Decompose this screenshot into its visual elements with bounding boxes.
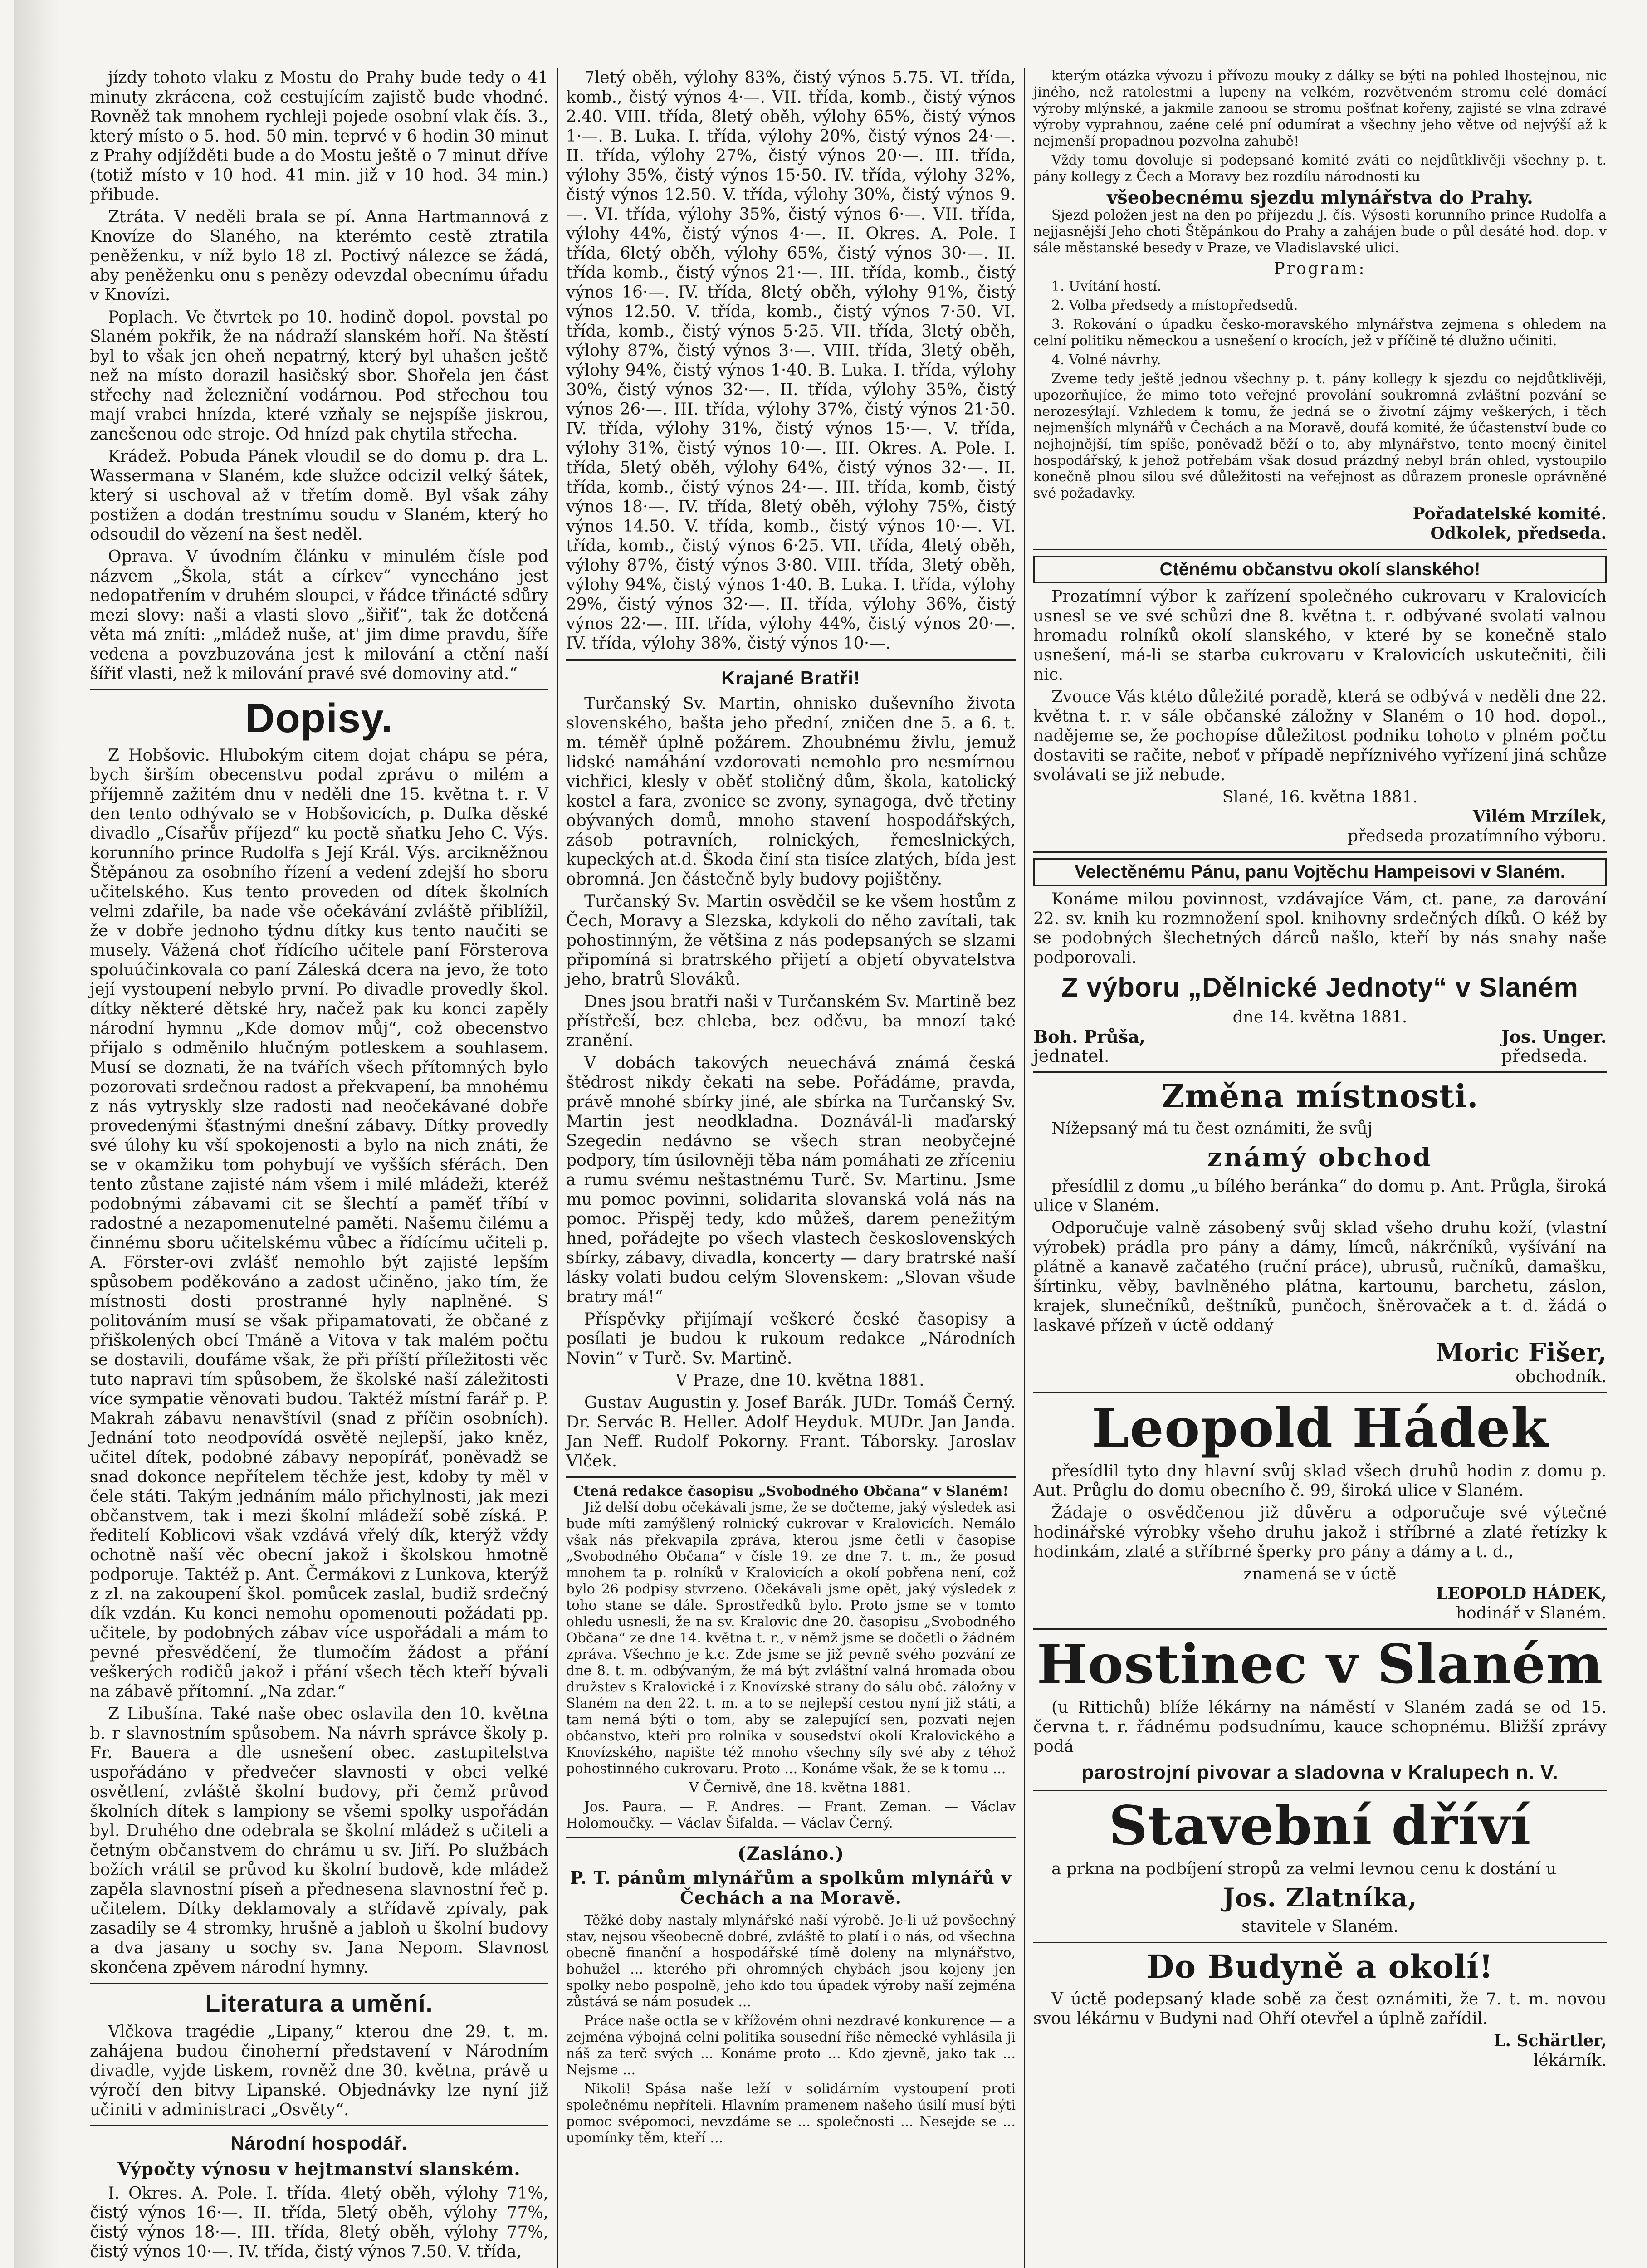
- cukrovar-notice: Prozatímní výbor k zařízení společného cukrovaru v Kralovicích usnesl se ve své schůzi dne 8. května t. r. odbývané svolati valnou hromadu rolníků okolí slanského, v které by se konečně stalo usnešení, má-li se starba cukrovaru v Kralovicích uskutečniti, čili nic.: [1033, 587, 1607, 684]
- stavebni-text: a prkna na podbíjení stropů za velmi levnou cenu k dostání u: [1051, 1860, 1557, 1878]
- appeal-p4: V dobách takových neuechává známá česká štědrost nikdy čekati na sebe. Pořádáme, pravda, právě mnohé sbírky jiné, ale sbírka na Turčanský Sv. Martin jest neodkladna. Doznávál-li maďarský Szegedin nedávno se všech stran neobyčejné podpory, tím úsilovněji těba nám pomáhati ze zříceniu a rumu svému neštastnému Turč. Sv. Martinu. Jsme mu pomoc povinni, solidarita slovanská volá nás na pomoc. Přispěj tedy, kdo můžeš, darem penežitým hned, pořádejte po všech vlastech československých sbírky, zábavy, divadla, koncerty — dary bratrské naší lásky volati budou celým Slovenskem: „Slovan všude bratry má!“: [566, 1054, 1016, 1306]
- article-vypocty: I. Okres. A. Pole. I. třída. 4letý oběh, výlohy 71%, čistý výnos 16·—. II. třída, 5letý oběh, výlohy 77%, čistý výnos 18·—. III. třída, 8letý oběh, výlohy 77%, čistý výnos 10·—. IV. třída, čistý výnos 7.50. V. třída,: [90, 2184, 548, 2261]
- hampeis-thanks: Konáme milou povinnost, vzdávajíce Vám, ct. pane, za darování 22. sv. knih ku rozmnožení spol. knihovny srdečných díků. O kéž by se podobných šlechetných dárců našlo, kteří by nás snahy naše podporovali.: [1033, 890, 1607, 967]
- program-item-3: 3. Rokování o úpadku česko-moravského mlynářstva zejmena s ohledem na celní politiku německou a usnešení o krocích, jež v příčině té dlužno učiniti.: [1033, 317, 1607, 349]
- appeal-signatories: Gustav Augustin y. Josef Barák. JUDr. Tomáš Černý. Dr. Servác B. Heller. Adolf Heyduk. MUDr. Jan Janda. Jan Neff. Rudolf Pokorny. Frant. Táborsky. Jaroslav Vlček.: [566, 1393, 1016, 1471]
- section-heading-literatura: Literatura a umění.: [205, 1990, 433, 2017]
- zmena-intro: Nížepsaný má tu čest oznámiti, že svůj: [1051, 1119, 1373, 1138]
- letter-date: V Černivě, dne 18. května 1881.: [689, 1780, 911, 1796]
- article-rail-schedule: jízdy tohoto vlaku z Mostu do Prahy bude tedy o 41 minuty zkrácena, což cestujícím zajistě bude vhodné. Rovněž tak mnohem rychleji pojede osobní vlak čís. 3., který místo o 5. hod. 50 min. teprvé v 6 hodin 30 minut z Prahy odjížděti bude a do Mostu ještě o 7 minut dříve (totiž místo v 10 hod. 41 min. již v 10 hod. 34 min.) přibude.: [90, 68, 548, 204]
- mlynari-p1: Těžké doby nastaly mlynářské naší výrobě. Je-li už povšechný stav, nejsou všeobecně dobré, zvláště to platí i o nás, od všechna obecně finanční a hospodářské tímě doleny na mlynářstvo, bohužel ... kterého při ohromných chybách jsou kojeny jen spolky nebo pospolně, jeho kdo tou úpadek výroby naší zejména zůstává se nám posudek ...: [566, 1912, 1016, 2010]
- heading-ctena-redakce: Ctená redakce časopisu „Svobodného Občana“ v Slaném!: [573, 1483, 1009, 1499]
- signature-hadek: LEOPOLD HÁDEK,: [1436, 1584, 1607, 1603]
- heading-znamy-obchod: známý obchod: [1207, 1143, 1432, 1173]
- column-2: [558, 68, 1025, 2268]
- hostinec-text: (u Rittichů) blíže lékárny na náměstí v Slaném zadá se od 15. června t. r. řádnému podsudnímu, kauce schopnému. Bližší zprávy podá: [1033, 1698, 1607, 1756]
- signature-schartler-role: lékárník.: [1533, 2051, 1607, 2070]
- heading-zlatnik: Jos. Zlatníka,: [1222, 1883, 1417, 1913]
- hadek-regards: znamená se v úctě: [1243, 1565, 1397, 1584]
- column-1: [82, 68, 558, 2268]
- signature-hadek-role: hodinář v Slaném.: [1456, 1604, 1607, 1623]
- sjezd-info: Sjezd položen jest na den po příjezdu J. čís. Výsosti korunního prince Rudolfa a nejjasnější Jeho choti Štěpánkou do Prahy a zahájen bude o půl desáté hod. dop. v sále městanské besedy v Praze, ve Vladislavské ulici.: [1033, 207, 1607, 256]
- jednota-date: dne 14. května 1881.: [1232, 1008, 1408, 1026]
- budyne-text: V úctě podepsaný klade sobě za čest oznámiti, že 7. t. m. novou svou lékárnu v Budyni nad Ohří otevřel a úplně zařídil.: [1033, 1990, 1607, 2028]
- program-item-2: 2. Volba předsedy a místopředsedů.: [1051, 298, 1298, 313]
- article-vypocty-cont: 7letý oběh, výlohy 83%, čistý výnos 5.75. VI. třída, komb., čistý výnos 4·—. VII. třída, komb., čistý výnos 2.40. VIII. třída, 8letý oběh, výlohy 65%, čistý výnos 1·—. B. Luka. I. třída, výlohy 20%, čistý výnos 24·—. II. třída, výlohy 27%, čistý výnos 20·—. III. třída, výlohy 35%, čistý výnos 15·50. IV. třída, výlohy 32%, čistý výnos 12.50. V. třída, výlohy 30%, čistý výnos 9.—. VI. třída, výlohy 35%, čistý výnos 6·—. VII. třída, výlohy 44%, čistý výnos 4·—. II. Okres. A. Pole. I třída, 6letý oběh, výlohy 65%, čistý výnos 30·—. II. třída komb., čistý výnos 21·—. III. třída, komb., čistý výnos 16·—. IV. třída, 8letý oběh, výlohy 91%, čistý výnos 12.50. V. třída, komb., čistý výnos 7·50. VI. třída, komb., čistý výnos 5·25. VII. třída, 3letý oběh, výlohy 87%, čistý výnos 3·—. VIII. třída, 3letý oběh, výlohy 94%, čistý výnos 1·40. B. Luka. I. třída, výlohy 30%, čistý výnos 32·—. II. třída, výlohy 35%, čistý výnos 26·—. III. třída, výlohy 37%, čistý výnos 21·50. IV. třída, výlohy 31%, čistý výnos 15·—. V. třída, výlohy 31%, čistý výnos 10·—. III. Okres. A. Pole. I. třída, 5letý oběh, výlohy 64%, čistý výnos 32·—. II. třída, komb., čistý výnos 24·—. III. třída, komb, čistý výnos 18·—. IV. třída, 8letý oběh, výlohy 75%, čistý výnos 14.50. V. třída, komb., čistý výnos 10·—. VI. třída, komb., čistý výnos 6·25. VII. třída, 4letý oběh, výlohy 87%, čistý výnos 3·80. VIII. třída, 3letý oběh, výlohy 94%, čistý výnos 1·40. B. Luka. I. třída, výlohy 29%, čistý výnos 32·—. II. třída, výlohy 36%, čistý výnos 22·—. III. třída, výlohy 44%, čistý výnos 20·—. IV. třída, výlohy 38%, čistý výnos 10·—.: [566, 68, 1016, 653]
- article-kradez: Krádež. Pobuda Pánek vloudil se do domu p. dra L. Wassermana v Slaném, kde služce odcizil velký šátek, který si uschoval až v třetím domě. Byl však záhy postižen a dodán trestnímu soudu v Slaném, který ho odsoudil do vězení na šest neděl.: [90, 447, 548, 544]
- heading-hadek: Leopold Hádek: [1091, 1396, 1549, 1459]
- heading-zaslano: (Zasláno.): [737, 1843, 845, 1864]
- divider: [1033, 1942, 1607, 1943]
- heading-ctenemu-obcanstvu: Ctěnému občanstvu okolí slanského!: [1033, 556, 1607, 583]
- divider: [566, 1837, 1016, 1838]
- heading-hostinec: Hostinec v Slaném: [1036, 1633, 1603, 1696]
- letter-signatories: Jos. Paura. — F. Andres. — Frant. Zeman. — Václav Holomoučky. — Václav Šifalda. — Václav Černý.: [566, 1799, 1016, 1831]
- divider: [566, 659, 1016, 661]
- divider: [1033, 549, 1607, 550]
- heading-zmena: Změna místnosti.: [1161, 1077, 1479, 1115]
- heading-krajane: Krajané Bratři!: [721, 667, 860, 689]
- appeal-p2: Turčanský Sv. Martin osvědčil se ke všem hostům z Čech, Moravy a Slezska, kdykoli do něho zavítali, tak pohostinným, že většina z nás podepsaných se slzami připomíná si bratrského přijetí a objetí obyvatelstva jeho, bratrů Slováků.: [566, 892, 1016, 989]
- section-heading-hospodar: Národní hospodář.: [230, 2132, 408, 2154]
- letter-libusin: Z Libušína. Také naše obec oslavila den 10. května b. r slavnostním spůsobem. Na návrh správce školy p. Fr. Bauera a dle usnešení obec. zastupitelstva uspořádáno v předvečer slavnosti v obci velké osvětlení, zvláště školní budovy, při čemž průvod školních dítek s lampiony se všemi spolky uspořádán byl. Druhého dne odebrala se školní mládež s učiteli a četným občanstvem do chrámu u sv. Jiří. Po službách božích vrátil se průvod ku školní budově, kde mládež zapěla slavnostní píseň a přednesena slavnostní řeč p. učitelem. Dítky deklamovaly a střídavě zpívaly, pak zasadily se 4 stromky, hrušně a jabloň u školní budovy a dva jasany u sochy sv. Jana Nepom. Slavnost skončena zpěvem národní hymny.: [90, 1705, 548, 1977]
- heading-budyne: Do Budyně a okolí!: [1146, 1948, 1494, 1985]
- jednota-signatures: [1033, 1027, 1607, 1066]
- article-oprava: Oprava. V úvodním článku v minulém čísle pod názvem „Škola, stát a církev“ vynecháno jest nedopatřením v druhém sloupci, v řádce třinácté sdůry mezi slovy: naši a vlasti slovo „šiřiť“, tak že dotčená věta má zníti: „mládež nuše, at' jim dime pravdu, šíře vedena a povzbuzována jest k milování a ctění naší šířiť vlasti, než k milování pravé své domoviny atd.“: [90, 547, 548, 683]
- divider: [1033, 1790, 1607, 1791]
- divider: [1033, 1392, 1607, 1393]
- signature-odkolek: Odkolek, předseda.: [1430, 524, 1607, 543]
- letter-cukrovar: Již delší dobu očekávali jsme, že se dočteme, jaký výsledek asi bude míti zamýšlený rolnický cukrovar v Kralovicích. Nemálo však nás překvapila zpráva, kterou jsme četli v časopise „Svobodného Občana“ v čísle 19. ze dne 7. t. m., že posud mnohem ta p. rolníků v Kralovicích a okolí pobřena není, což bylo 26 podpisy stvrzeno. Očekávali jsme opět, jaký výsledek z toho stane se dále. Sprostředků bylo. Proto jsme se v tomto ohledu usnesli, že na sv. Kralovic dne 20. časopisu „Svobodného Občana“ ze dne 14. května t. r., v němž jsme se dočetli o žádném zpráva. Všechno je k.c. Zde jsme se již pevně svého pozvání ze dne 8. t. m. odbývaným, že má být zvláštní valná hromada obou družstev s Kralovické i z Knovízské strany do sálu obč. záložny v Slaném na den 22. t. m. a to se nejlepší cestou nyní již státi, a tam nemá býti o tom, aby se zalepující sen, pozvati nejen občanstvo, kteří pro rolníka v sousedství okolí Kralovického a Knovízského, napište též mnoho všechny síly své aby z téhož pohostinného cukrovaru. Proto ... Konáme však, že se k tomu ...: [566, 1500, 1016, 1777]
- signature-mrzilek-role: předseda prozatímního výboru.: [1347, 827, 1607, 846]
- sjezd-appeal: Zveme tedy ještě jednou všechny p. t. pány kollegy k sjezdu co nejdůtklivěji, upozorňujíce, že mimo toto veřejné provolání soukromná zvláštní pozvání se nerozesýlají. Vzhledem k tomu, že jedná se o životní zájmy veškerých, i těch nejmenších mlynářů v Čechách a na Moravě, doufá komité, že účastenství bude co nejhojnější, tím spíše, poněvadž běží o to, aby mlynářstvo, tento mocný činitel hospodářský, k jehož potřebám však dosud prázdný nebyl brán ohled, vystoupilo konečně plnou silou své důležitosti na veřejnost as důrazem pronesle oprávněné své požadavky.: [1033, 371, 1607, 501]
- appeal-p1: Turčanský Sv. Martin, ohnisko duševního života slovenského, bašta jeho přední, zničen dne 5. a 6. t. m. téměř úplně požárem. Zhoubnému živlu, jemuž lidské namáhání vzdorovati nemohlo pro nesmírnou vichřici, klesly v oběť stoličný dům, škola, katolický kostel a fara, zvonice se zvony, synagoga, dvě třetiny obývaných domů, mnoho stavení hospodářských, zásob potravních, rolnických, řemeslnických, kupeckých at.d. Škoda činí sta tisíce zlatých, bída jest obromná. Jen částečně byly budovy pojištěny.: [566, 694, 1016, 889]
- signature-fiser-role: obchodník.: [1515, 1368, 1607, 1386]
- article-lipany: Vlčkova tragédie „Lipany,“ kterou dne 29. t. m. zahájena budou činoherní představení v Národním divadle, vyjde tiskem, rovněž dne 30. května, právě u výročí den bitvy Lipanské. Objednávky lze nyní již učiniti v administraci „Osvěty“.: [90, 2023, 548, 2119]
- divider: [90, 1983, 548, 1984]
- program-title: Program:: [1274, 259, 1366, 278]
- heading-pivovar: parostrojní pivovar a sladovna v Kralupech n. V.: [1081, 1761, 1559, 1784]
- zlatnik-role: stavitele v Slaném.: [1241, 1917, 1398, 1936]
- column-3: [1025, 68, 1615, 2268]
- hadek-goods: Žádaje o osvědčenou již důvěru a odporučuje své výtečné hodinářské výrobky všeho druhu jakož i stříbrné a zlaté řetízky k hodinkám, zlaté a stříbrné šperky pro pány a dámy a t. d.,: [1033, 1504, 1607, 1561]
- appeal-p3: Dnes jsou bratři naši v Turčanském Sv. Martině bez přístřeší, bez chleba, bez oděvu, ba mnozí také zranění.: [566, 992, 1016, 1050]
- scan-edge: [14, 0, 59, 2268]
- divider: [90, 689, 548, 690]
- program-item-4: 4. Volné návrhy.: [1051, 352, 1161, 368]
- mlynari-p2: Práce naše octla se v křížovém ohni nezdravé konkurence — a zejména výbojná celní politika sousední říše německé vyhlásila ji náš za terč svých ... Konáme proto ... Kdo zjevně, jako tak ... Nejsme ...: [566, 2013, 1016, 2078]
- columns: [82, 68, 1620, 2268]
- subheading-vypocty: Výpočty výnosu v hejtmanství slanském.: [117, 2159, 521, 2179]
- appeal-date: V Praze, dne 10. května 1881.: [675, 1371, 924, 1390]
- article-poplach: Poplach. Ve čtvrtek po 10. hodině dopol. povstal po Slaném pokřik, že na nádraží slanském hoří. Na štěstí byl to však jen oheň nepatrný, který byl uhašen ještě než na místo dorazil hasičský sbor. Shořela jen část střechy nad železniční vodárnou. Pod střechou tou mají vrabci hnízda, které vzňaly se nejspíše jiskrou, zanešenou ode stroje. Od hnízd pak chytila střecha.: [90, 308, 548, 444]
- heading-mlynari: P. T. pánům mlynářům a spolkům mlynářů v Čechách a na Moravě.: [570, 1867, 1012, 1908]
- divider: [1033, 1628, 1607, 1630]
- mlynari-cont: kterým otázka vývozu i přívozu mouky z dálky se býti na pohled lhostejnou, nic jiného, než ratolestmi a lupeny na velkém, rozvětveném stromu celé domácí výroby mlýnské, a jakmile zanoou se stromu pošťnat kořeny, zajisté se vlna zdravé výroby vyprahnou, zaéne celé pní odumírat a všechny jeho větve od nejvýší až k nejmenší propadnou pozvolna zahubě!: [1033, 68, 1607, 149]
- cukrovar-invite: Zvouce Vás ktéto důležité poradě, která se odbývá v neděli dne 22. května t. r. v sále občanské záložny v Slaném o 10 hod. dopol., nadějeme se, že pochopíse důležitost podniku tohoto v plném počtu dostaviti se račite, neboť v případě nepříznivého vyřízení jiná schůze svolávati se již nebude.: [1033, 688, 1607, 784]
- divider: [1033, 1071, 1607, 1073]
- article-ztrata: Ztráta. V neděli brala se pí. Anna Hartmannová z Knovíze do Slaného, na kterémto cestě ztratila peněženku, v níž bylo 18 zl. Poctivý nálezce se žádá, aby peněženku onu s penězy odevzdal obecnímu úřadu v Knovízi.: [90, 208, 548, 304]
- divider: [566, 1476, 1016, 1478]
- heading-delnicka-jednota: Z výboru „Dělnické Jednoty“ v Slaném: [1061, 972, 1579, 1002]
- cukrovar-date: Slané, 16. května 1881.: [1222, 788, 1418, 807]
- zmena-goods: Odporučuje valně zásobený svůj sklad všeho druhu koží, (vlastní výrobek) prádla pro pány a dámy, límců, nákrčníků, vyšívání na plátně a kanavě začatého (ruční práce), ubrusů, ručníků, damašku, šírtinku, věby, bavlněného plátna, kartounu, barchetu, záslon, krajek, slunečníků, deštníků, punčoch, šněrovaček a t. d. žádá o laskavé přízeň v úctě oddaný: [1033, 1219, 1607, 1335]
- heading-sjezd: všeobecnému sjezdu mlynářstva do Prahy.: [1107, 187, 1533, 208]
- divider: [1033, 851, 1607, 853]
- letter-hobsovice: Z Hobšovic. Hlubokým citem dojat chápu se péra, bych širším obecenstvu podal zprávu o milém a příjemně zažitém dnu v neděli dne 15. května t. r. V den tento odhývalo se v Hobšovicích, p. Dufka děské divadlo „Císařův příjezd“ ku poctě sňatku Jeho C. Výs. korunního prince Rudolfa s Její Král. Výs. arcikněžnou Štěpánou za osobního řízení a vedení zdejší ho sboru učitelského. Kus tento proveden od dítek školních velmi zdařile, ba nade vše očekávání zvláště přiblížil, že v dobře jednoho týdnu dítky kus tento naučiti se musely. Vážená choť řídícího učitele paní Försterova spoluúčinkovala co paní Záleská dcera na jevo, že toto její vystoupení nebylo první. Po divadle provedly škol. dítky některé dětské hry, načež pak ku konci zapěly národní hymnu „Kde domov můj“, což obecenstvo přijalo s odměnilo hlučným potleskem a souhlasem. Musí se doznati, že na tvářích všech přítomných bylo pozorovati srdečnou radost a překvapení, ba mnohému z nás vytryskly slze radosti nad neočekávané dobře provedenými šťastnými dnešní zábavy. Dítky provedly své úlohy ku vší spokojenosti a bylo na nich znáti, že se v okamžiku tom pohybují ve vyšších sférách. Den tento zůstane zajisté nám všem i milé mládeži, kteréž podobnými zábavami cit se šlechtí a paměť tříbí v radostné a nezapomenutelné paměti. Našemu čilému a činnému sboru učitelskému vůbec a řídícímu učiteli p. A. Förster-ovi zvlášť nemohlo být zajisté lepším spůsobem poděkováno a zadost učiněno, jako tím, že místnosti dosti prostranné hyly naplněné. S politováním musí se však připamatovati, že občané z přiškolených obcí Tmáně a Vitova v tak malém počtu se dostavili, doufáme však, že při příští příležitosti věc tuto napravi tím spůsobem, že školské naší záležitosti více sympatie věnovati budou. Taktéž místní farář p. P. Makrah zábavu nenavštívil (snad z příčin osobních). Jednání toto neodpovídá osvětě nejlepší, jako kněz, učitel dítek, podobné zábavy nepopíráť, poněvadž se snad dokonce nepřítelem těchže jest, kdoby ty měl v čele státi. Takým jednáním málo přichylnosti, jak mezi občanstvem, tak i mezi školní mládeží sobě získá. P. ředitelí Koblicovi však vzdává vřelý dík, kterýž vždy ochotně naší věc obecní jakož i školskou hmotně podporuje. Taktéž p. Ant. Čermákovi z Lunkova, kterýž z zl. na zakoupení škol. pomůcek zaslal, budiž srdečný dík vzdán. Ku konci nemohu opomenouti požádati pp. učitele, by podobných zábav více uspořádali a mám to pevné přesvědčení, že tlumočím žádost a přání veškerých rodičů jakož i přání všech těch kteří bývali na zábavě přítomní. „Na zdar.“: [90, 746, 548, 1701]
- appeal-p5: Příspěvky přijímají veškeré české časopisy a posílati je budou k rukoum redakce „Národních Novin“ v Turč. Sv. Martině.: [566, 1310, 1016, 1368]
- section-heading-dopisy: Dopisy.: [245, 696, 393, 741]
- signature-schartler: L. Schärtler,: [1494, 2031, 1607, 2050]
- heading-hampeis: Velectěnému Pánu, panu Vojtěchu Hampeisovi v Slaném.: [1033, 858, 1607, 886]
- signature-unger: Jos. Unger. předseda.: [1501, 1026, 1607, 1066]
- mlynari-p3: Nikoli! Spása naše leží v solidárním vystoupení proti společnému nepříteli. Hlavním pramenem našeho úsilí musí býti pomoc svépomoci, nevzdáme se ... společnosti ... Nesejde se ... upomínky těm, kteří ...: [566, 2081, 1016, 2146]
- hadek-move: přesídlil tyto dny hlavní svůj sklad všech druhů hodin z domu p. Aut. Průglu do domu obecního č. 99, široká ulice v Slaném.: [1033, 1462, 1607, 1500]
- signature-fiser: Moric Fišer,: [1436, 1338, 1607, 1368]
- signature-mrzilek: Vilém Mrzílek,: [1472, 807, 1607, 826]
- program-item-1: 1. Uvítání hostí.: [1051, 279, 1162, 294]
- zmena-move: přesídlil z domu „u bílého beránka“ do domu p. Ant. Průgla, široká ulice v Slaném.: [1033, 1177, 1607, 1215]
- heading-stavebni-drivi: Stavební dříví: [1109, 1794, 1531, 1857]
- signature-prusa: Boh. Průša, jednatel.: [1033, 1026, 1146, 1066]
- mlynari-invite: Vždy tomu dovoluje si podepsané komité zváti co nejdůtklivěji všechny p. t. pány kollegy z Čech a Moravy bez rozdílu národnosti ku: [1033, 152, 1607, 185]
- divider: [90, 2125, 548, 2126]
- signature-komite: Pořadatelské komité.: [1412, 504, 1607, 523]
